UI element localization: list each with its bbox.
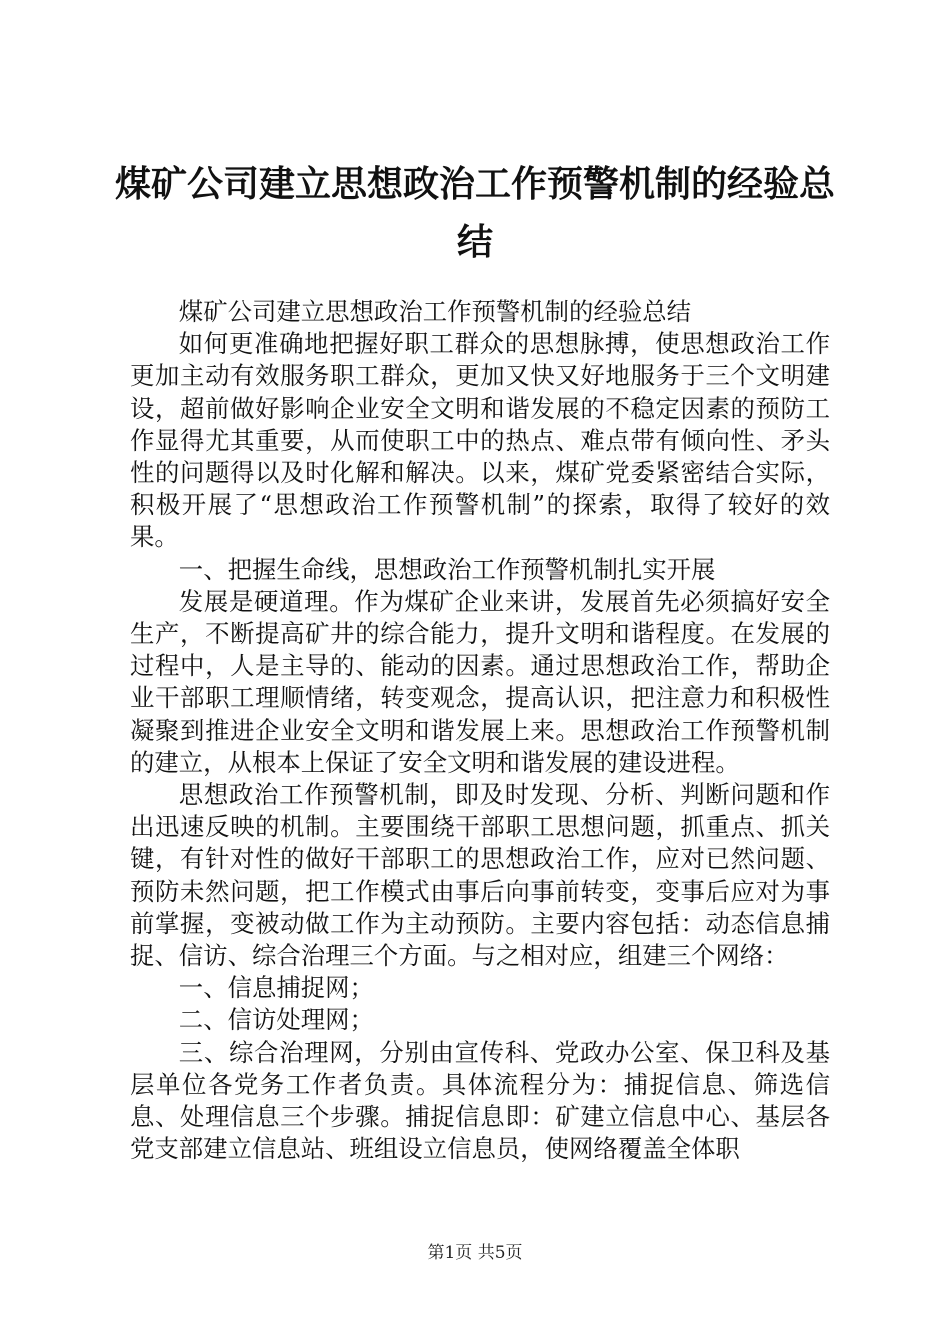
paragraph-mechanism: 思想政治工作预警机制，即及时发现、分析、判断问题和作出迅速反映的机制。主要围绕干部职工思想问题，抓重点、抓关键，有针对性的做好干部职工的思想政治工作，应对已然问题、预防未然问题，把工作模式由事后向事前转变，变事后应对为事前掌握，变被动做工作为主动预防。主要内容包括：动态信息捕捉、信访、综合治理三个方面。与之相对应，组建三个网络： (130, 780, 830, 971)
section-heading-1: 一、把握生命线，思想政治工作预警机制扎实开展 (178, 554, 716, 584)
list-item-network-1: 一、信息捕捉网； (178, 973, 374, 1003)
paragraph-development: 发展是硬道理。作为煤矿企业来讲，发展首先必须搞好安全生产，不断提高矿井的综合能力，提升文明和谐程度。在发展的过程中，人是主导的、能动的因素。通过思想政治工作，帮助企业干部职工理顺情绪，转变观念，提高认识，把注意力和积极性凝聚到推进企业安全文明和谐发展上来。思想政治工作预警机制的建立，从根本上保证了安全文明和谐发展的建设进程。 (130, 586, 830, 777)
paragraph-subtitle: 煤矿公司建立思想政治工作预警机制的经验总结 (178, 297, 692, 326)
list-item-network-2: 二、信访处理网； (178, 1005, 374, 1035)
list-item-network-3: 三、综合治理网，分别由宣传科、党政办公室、保卫科及基层单位各党务工作者负责。具体流程分为：捕捉信息、筛选信息、处理信息三个步骤。捕捉信息即：矿建立信息中心、基层各党支部建立信息站、班组设立信息员，使网络覆盖全体职 (130, 1037, 830, 1164)
document-body (130, 296, 830, 1165)
paragraph-intro: 如何更准确地把握好职工群众的思想脉搏，使思想政治工作更加主动有效服务职工群众，更加又快又好地服务于三个文明建设，超前做好影响企业安全文明和谐发展的不稳定因素的预防工作显得尤其重要，从而使职工中的热点、难点带有倾向性、矛头性的问题得以及时化解和解决。以来，煤矿党委紧密结合实际，积极开展了“思想政治工作预警机制”的探索，取得了较好的效果。 (130, 329, 830, 552)
page-footer: 第1页 共5页 (427, 1243, 523, 1263)
document-title: 煤矿公司建立思想政治工作预警机制的经验总结 (114, 164, 835, 263)
